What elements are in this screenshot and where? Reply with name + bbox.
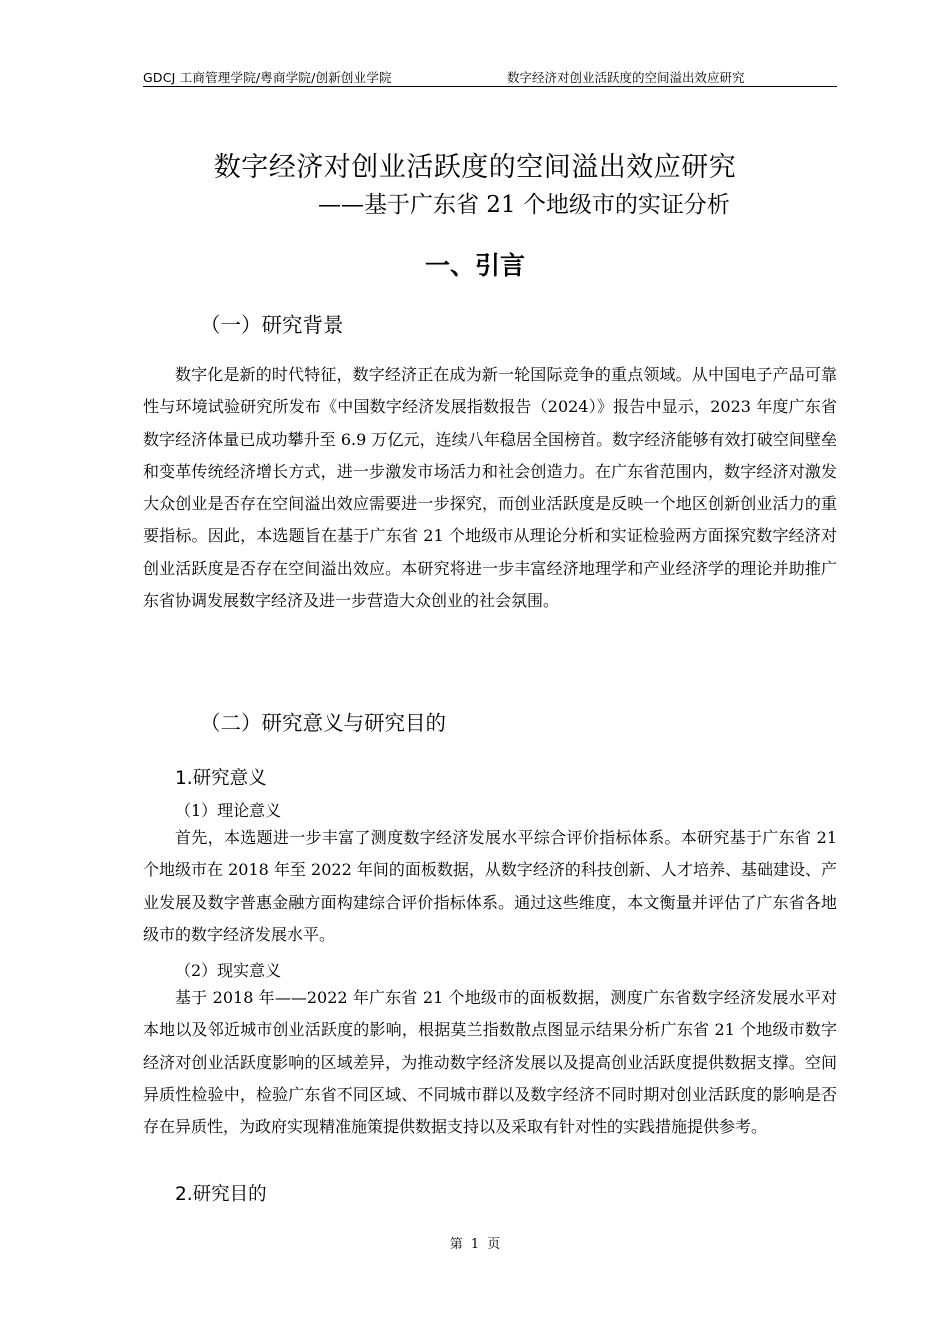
- subsection-heading-significance-objective: （二）研究意义与研究目的: [200, 711, 446, 735]
- heading-research-significance: 1.研究意义: [175, 768, 267, 789]
- page-number: 第 1 页: [449, 1237, 501, 1252]
- header-divider: [143, 86, 837, 87]
- theoretical-significance-paragraph: 首先，本选题进一步丰富了测度数字经济发展水平综合评价指标体系。本研究基于广东省 21 个地级市在 2018 年至 2022 年间的面板数据，从数字经济的科技创新、人才培养、基础建设、产业发展及数字普惠金融方面构建综合评价指标体系。通过这些维度，本文衡量并评估了广东省各地级市的数字经济发展水平。: [143, 828, 837, 944]
- paper-title: 数字经济对创业活跃度的空间溢出效应研究: [213, 152, 737, 183]
- running-header-institution: GDCJ 工商管理学院/粤商学院/创新创业学院: [143, 70, 392, 85]
- heading-theoretical-significance: （1）理论意义: [175, 801, 282, 820]
- paper-subtitle: ——基于广东省 21 个地级市的实证分析: [318, 192, 730, 218]
- heading-practical-significance: （2）现实意义: [175, 961, 282, 980]
- heading-research-objective: 2.研究目的: [175, 1184, 267, 1205]
- subsection-heading-background: （一）研究背景: [200, 313, 344, 337]
- running-header-title: 数字经济对创业活跃度的空间溢出效应研究: [507, 70, 745, 85]
- section-heading-introduction: 一、引言: [424, 251, 525, 280]
- background-paragraph: 数字化是新的时代特征，数字经济正在成为新一轮国际竞争的重点领域。从中国电子产品可靠性与环境试验研究所发布《中国数字经济发展指数报告（2024）》报告中显示，2023 年度广东省数字经济体量已成功攀升至 6.9 万亿元，连续八年稳居全国榜首。数字经济能够有效打破空间壁垒和变革传统经济增长方式，进一步激发市场活力和社会创造力。在广东省范围内，数字经济对激发大众创业是否存在空间溢出效应需要进一步探究，而创业活跃度是反映一个地区创新创业活力的重要指标。因此，本选题旨在基于广东省 21 个地级市从理论分析和实证检验两方面探究数字经济对创业活跃度是否存在空间溢出效应。本研究将进一步丰富经济地理学和产业经济学的理论并助推广东省协调发展数字经济及进一步营造大众创业的社会氛围。: [143, 365, 837, 611]
- practical-significance-paragraph: 基于 2018 年——2022 年广东省 21 个地级市的面板数据，测度广东省数字经济发展水平对本地以及邻近城市创业活跃度的影响，根据莫兰指数散点图显示结果分析广东省 21 个地级市数字经济对创业活跃度影响的区域差异，为推动数字经济发展以及提高创业活跃度提供数据支撑。空间异质性检验中，检验广东省不同区域、不同城市群以及数字经济不同时期对创业活跃度的影响是否存在异质性，为政府实现精准施策提供数据支持以及采取有针对性的实践措施提供参考。: [143, 988, 837, 1137]
